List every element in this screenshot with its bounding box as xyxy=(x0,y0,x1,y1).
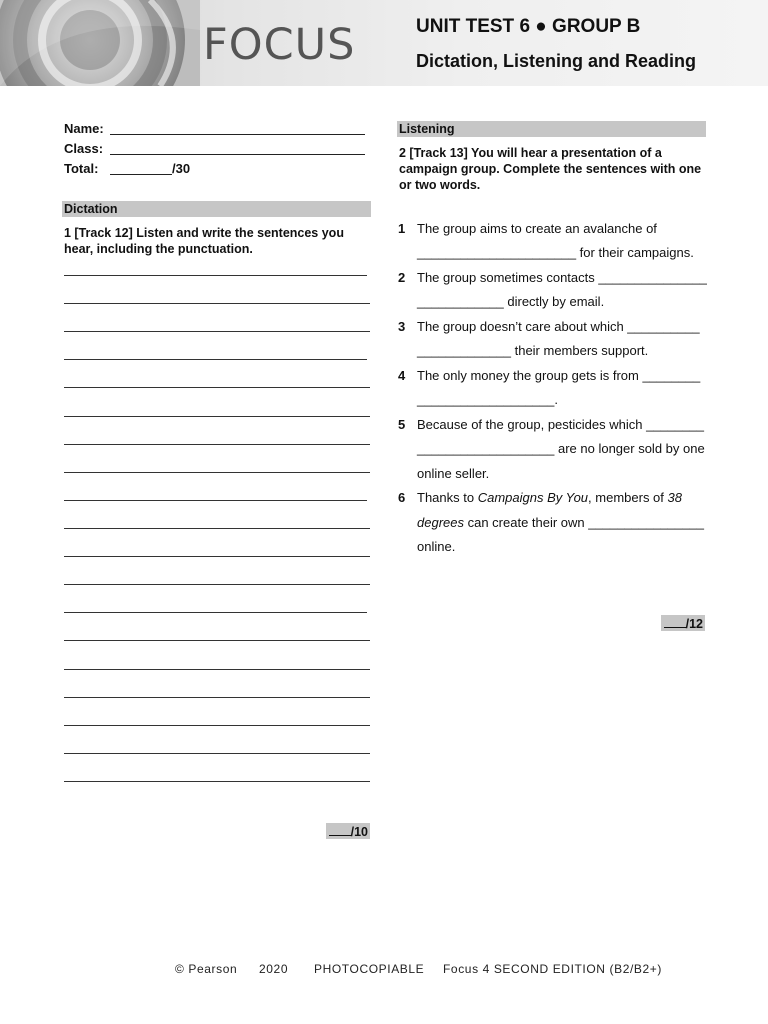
dictation-write-line[interactable] xyxy=(64,528,370,529)
dictation-write-line[interactable] xyxy=(64,303,370,304)
question-text: ______________________ for their campaigns. xyxy=(417,245,694,260)
question-text: The group aims to create an avalanche of xyxy=(417,221,657,236)
question-number: 6 xyxy=(398,490,406,505)
brand-logo-text: FOCUS xyxy=(203,20,356,70)
listening-instruction-line3: or two words. xyxy=(399,178,481,192)
name-label: Name: xyxy=(64,121,104,136)
question-text: The only money the group gets is from ________ xyxy=(417,368,701,383)
footer-copyright: © Pearson xyxy=(175,962,238,976)
question-text xyxy=(417,515,704,530)
listening-heading: Listening xyxy=(397,121,706,137)
logo-swirl-graphic xyxy=(0,0,200,86)
listening-instruction-line2: campaign group. Complete the sentences with one xyxy=(399,162,702,176)
dictation-instruction-line2: hear, including the punctuation. xyxy=(64,242,253,256)
dictation-write-line[interactable] xyxy=(64,359,367,360)
dictation-write-line[interactable] xyxy=(64,781,370,782)
class-row xyxy=(64,141,110,156)
class-field[interactable] xyxy=(110,154,365,155)
question-text-part: , members of xyxy=(588,490,668,505)
question-text: The group sometimes contacts _______________ xyxy=(417,270,707,285)
score-blank[interactable] xyxy=(329,823,351,836)
question-number: 3 xyxy=(398,319,406,334)
question-text xyxy=(417,490,682,505)
dictation-score-max: /10 xyxy=(350,825,368,839)
name-field[interactable] xyxy=(110,134,365,135)
question-number: 5 xyxy=(398,417,406,432)
total-field[interactable] xyxy=(110,174,172,175)
question-text: online seller. xyxy=(417,466,490,481)
dictation-write-line[interactable] xyxy=(64,472,370,473)
campaign-name: Campaigns By You xyxy=(477,490,589,505)
dictation-heading: Dictation xyxy=(62,201,371,217)
class-label: Class: xyxy=(64,141,104,156)
dictation-write-line[interactable] xyxy=(64,669,370,670)
question-number: 4 xyxy=(398,368,406,383)
page-header xyxy=(0,0,768,86)
dictation-write-line[interactable] xyxy=(64,584,370,585)
score-blank[interactable] xyxy=(664,615,686,628)
dictation-write-line[interactable] xyxy=(64,331,370,332)
total-max: /30 xyxy=(172,161,191,176)
question-number: 1 xyxy=(398,221,406,236)
question-text-part: Thanks to xyxy=(417,490,478,505)
question-text: Because of the group, pesticides which ________ xyxy=(417,417,704,432)
question-text: ____________ directly by email. xyxy=(417,294,605,309)
dictation-write-line[interactable] xyxy=(64,753,370,754)
question-text: ___________________ are no longer sold by one xyxy=(417,441,705,456)
footer-year: 2020 xyxy=(259,962,289,976)
dictation-write-line[interactable] xyxy=(64,697,370,698)
dictation-write-line[interactable] xyxy=(64,500,367,501)
total-label: Total: xyxy=(64,161,99,176)
listening-instruction-line1: 2 [Track 13] You will hear a presentation of a xyxy=(399,146,662,160)
listening-score-max: /12 xyxy=(685,617,703,631)
question-number: 2 xyxy=(398,270,406,285)
listening-score-box xyxy=(661,615,705,631)
question-text: _____________ their members support. xyxy=(417,343,649,358)
total-row xyxy=(64,161,110,176)
dictation-write-line[interactable] xyxy=(64,275,367,276)
question-text-part: can create their own ________________ xyxy=(463,515,704,530)
test-subtitle: Dictation, Listening and Reading xyxy=(416,51,697,71)
dictation-write-line[interactable] xyxy=(64,556,370,557)
question-text: ___________________. xyxy=(417,392,558,407)
question-text: online. xyxy=(417,539,456,554)
dictation-write-line[interactable] xyxy=(64,640,370,641)
dictation-write-line[interactable] xyxy=(64,612,367,613)
name-row xyxy=(64,121,110,136)
dictation-write-line[interactable] xyxy=(64,416,370,417)
dictation-instruction-line1: 1 [Track 12] Listen and write the sentences you xyxy=(64,226,344,240)
dictation-write-line[interactable] xyxy=(64,444,370,445)
dictation-score-box xyxy=(326,823,370,839)
dictation-write-line[interactable] xyxy=(64,387,370,388)
test-title: UNIT TEST 6 ● GROUP B xyxy=(416,16,641,37)
dictation-write-line[interactable] xyxy=(64,725,370,726)
footer-edition: Focus 4 SECOND EDITION (B2/B2+) xyxy=(443,962,662,976)
organisation-name-part: degrees xyxy=(417,515,464,530)
question-text: The group doesn’t care about which __________ xyxy=(417,319,700,334)
footer-photocopiable: PHOTOCOPIABLE xyxy=(314,962,425,976)
organisation-name-part: 38 xyxy=(667,490,682,505)
